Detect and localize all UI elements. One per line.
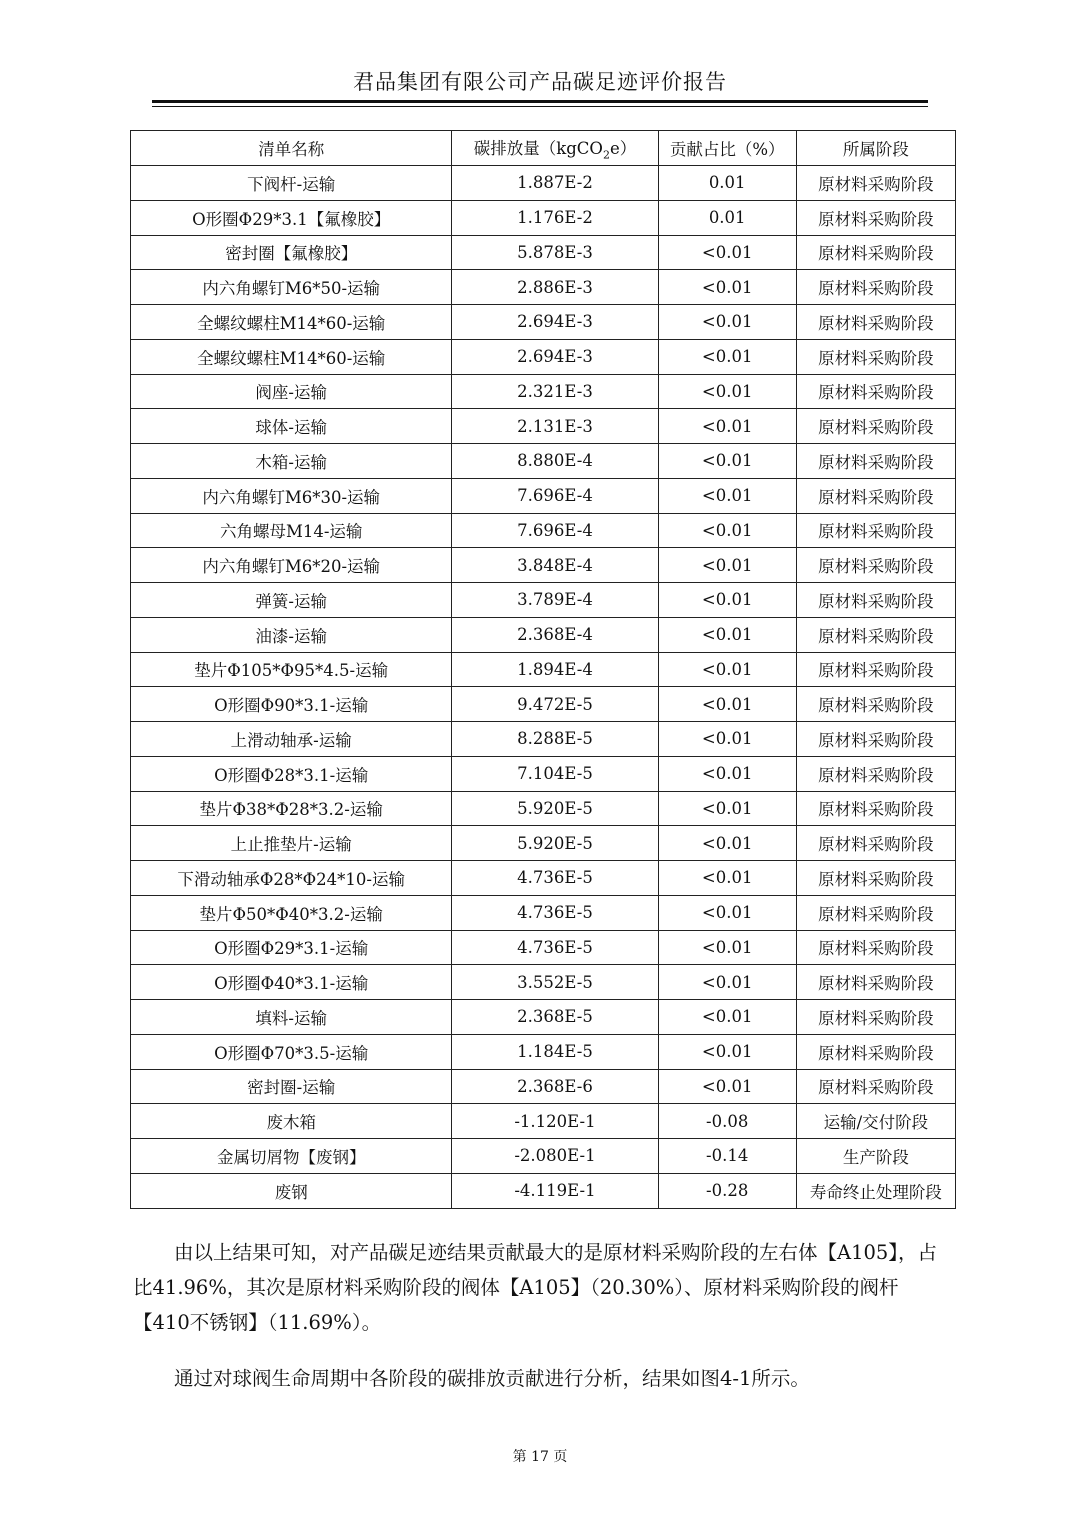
- cell-stage: 原材料采购阶段: [796, 965, 955, 1000]
- cell-contribution-pct: <0.01: [658, 1034, 796, 1069]
- analysis-intro-paragraph: [133, 1361, 955, 1396]
- table-row: [131, 200, 956, 235]
- table-row: [131, 339, 956, 374]
- cell-stage: 原材料采购阶段: [796, 895, 955, 930]
- cell-carbon-emission: 7.104E-5: [452, 756, 658, 791]
- header-carbon-emission-subscript: 2: [602, 148, 610, 162]
- cell-contribution-pct: <0.01: [658, 965, 796, 1000]
- cell-carbon-emission: 2.886E-3: [452, 270, 658, 305]
- cell-stage: 原材料采购阶段: [796, 861, 955, 896]
- cell-carbon-emission: 4.736E-5: [452, 930, 658, 965]
- cell-contribution-pct: <0.01: [658, 548, 796, 583]
- cell-stage: 生产阶段: [796, 1139, 955, 1174]
- cell-stage: 原材料采购阶段: [796, 930, 955, 965]
- cell-carbon-emission: 5.878E-3: [452, 235, 658, 270]
- table-row: [131, 478, 956, 513]
- cell-contribution-pct: <0.01: [658, 305, 796, 340]
- cell-stage: 原材料采购阶段: [796, 513, 955, 548]
- cell-carbon-emission: 1.176E-2: [452, 200, 658, 235]
- cell-stage: 原材料采购阶段: [796, 1000, 955, 1035]
- cell-contribution-pct: -0.28: [658, 1173, 796, 1208]
- cell-carbon-emission: 2.368E-6: [452, 1069, 658, 1104]
- table-row: [131, 652, 956, 687]
- table-row: [131, 235, 956, 270]
- table-row: [131, 1069, 956, 1104]
- cell-stage: 运输/交付阶段: [796, 1104, 955, 1139]
- table-row: [131, 444, 956, 479]
- cell-contribution-pct: <0.01: [658, 583, 796, 618]
- cell-inventory-name: 垫片Φ38*Φ28*3.2-运输: [131, 791, 452, 826]
- header-carbon-emission-suffix: e）: [609, 138, 637, 158]
- cell-contribution-pct: <0.01: [658, 444, 796, 479]
- cell-carbon-emission: 1.887E-2: [452, 166, 658, 201]
- table-row: [131, 1034, 956, 1069]
- cell-carbon-emission: 2.694E-3: [452, 339, 658, 374]
- cell-carbon-emission: 3.789E-4: [452, 583, 658, 618]
- cell-inventory-name: 内六角螺钉M6*30-运输: [131, 478, 452, 513]
- table-header-row: [131, 131, 956, 166]
- cell-carbon-emission: 7.696E-4: [452, 513, 658, 548]
- cell-inventory-name: 内六角螺钉M6*20-运输: [131, 548, 452, 583]
- cell-inventory-name: 废钢: [131, 1173, 452, 1208]
- cell-contribution-pct: <0.01: [658, 513, 796, 548]
- cell-inventory-name: O形圈Φ29*3.1-运输: [131, 930, 452, 965]
- cell-contribution-pct: <0.01: [658, 722, 796, 757]
- cell-carbon-emission: 3.848E-4: [452, 548, 658, 583]
- header-contribution-pct: 贡献占比（%）: [658, 131, 796, 166]
- cell-inventory-name: 上止推垫片-运输: [131, 826, 452, 861]
- cell-inventory-name: 垫片Φ50*Φ40*3.2-运输: [131, 895, 452, 930]
- cell-contribution-pct: <0.01: [658, 1000, 796, 1035]
- cell-contribution-pct: <0.01: [658, 791, 796, 826]
- cell-carbon-emission: 2.368E-5: [452, 1000, 658, 1035]
- cell-carbon-emission: 4.736E-5: [452, 895, 658, 930]
- cell-stage: 原材料采购阶段: [796, 652, 955, 687]
- cell-carbon-emission: 5.920E-5: [452, 826, 658, 861]
- cell-contribution-pct: <0.01: [658, 756, 796, 791]
- cell-stage: 原材料采购阶段: [796, 548, 955, 583]
- cell-inventory-name: 密封圈-运输: [131, 1069, 452, 1104]
- cell-contribution-pct: <0.01: [658, 652, 796, 687]
- header-carbon-emission-prefix: 碳排放量（kgCO: [473, 138, 603, 158]
- cell-stage: 原材料采购阶段: [796, 166, 955, 201]
- cell-inventory-name: 阀座-运输: [131, 374, 452, 409]
- cell-inventory-name: 废木箱: [131, 1104, 452, 1139]
- cell-carbon-emission: 9.472E-5: [452, 687, 658, 722]
- cell-inventory-name: O形圈Φ29*3.1【氟橡胶】: [131, 200, 452, 235]
- table-row: [131, 722, 956, 757]
- cell-inventory-name: 下阀杆-运输: [131, 166, 452, 201]
- cell-inventory-name: 金属切屑物【废钢】: [131, 1139, 452, 1174]
- table-row: [131, 687, 956, 722]
- table-row: [131, 756, 956, 791]
- header-inventory-name: 清单名称: [131, 131, 452, 166]
- cell-contribution-pct: -0.08: [658, 1104, 796, 1139]
- cell-contribution-pct: <0.01: [658, 270, 796, 305]
- table-row: [131, 548, 956, 583]
- cell-stage: 原材料采购阶段: [796, 756, 955, 791]
- cell-carbon-emission: 3.552E-5: [452, 965, 658, 1000]
- cell-stage: 原材料采购阶段: [796, 235, 955, 270]
- cell-carbon-emission: 2.131E-3: [452, 409, 658, 444]
- table-row: [131, 1173, 956, 1208]
- cell-contribution-pct: <0.01: [658, 339, 796, 374]
- table-row: [131, 617, 956, 652]
- table-row: [131, 791, 956, 826]
- cell-stage: 原材料采购阶段: [796, 722, 955, 757]
- cell-carbon-emission: -1.120E-1: [452, 1104, 658, 1139]
- cell-carbon-emission: -2.080E-1: [452, 1139, 658, 1174]
- table-row: [131, 965, 956, 1000]
- cell-carbon-emission: 7.696E-4: [452, 478, 658, 513]
- cell-carbon-emission: 2.694E-3: [452, 305, 658, 340]
- header-stage: 所属阶段: [796, 131, 955, 166]
- cell-contribution-pct: <0.01: [658, 1069, 796, 1104]
- cell-inventory-name: 木箱-运输: [131, 444, 452, 479]
- cell-inventory-name: 填料-运输: [131, 1000, 452, 1035]
- cell-contribution-pct: <0.01: [658, 895, 796, 930]
- header-rule-thin: [152, 106, 928, 107]
- cell-stage: 原材料采购阶段: [796, 583, 955, 618]
- cell-inventory-name: 内六角螺钉M6*50-运输: [131, 270, 452, 305]
- cell-contribution-pct: <0.01: [658, 861, 796, 896]
- cell-contribution-pct: <0.01: [658, 374, 796, 409]
- cell-stage: 原材料采购阶段: [796, 478, 955, 513]
- header-rule-thick: [152, 100, 928, 103]
- cell-contribution-pct: <0.01: [658, 687, 796, 722]
- cell-contribution-pct: <0.01: [658, 826, 796, 861]
- header-carbon-emission: [452, 131, 658, 166]
- cell-inventory-name: O形圈Φ90*3.1-运输: [131, 687, 452, 722]
- cell-inventory-name: 密封圈【氟橡胶】: [131, 235, 452, 270]
- cell-contribution-pct: -0.14: [658, 1139, 796, 1174]
- cell-inventory-name: 上滑动轴承-运输: [131, 722, 452, 757]
- cell-inventory-name: 全螺纹螺柱M14*60-运输: [131, 339, 452, 374]
- cell-inventory-name: 六角螺母M14-运输: [131, 513, 452, 548]
- cell-inventory-name: O形圈Φ70*3.5-运输: [131, 1034, 452, 1069]
- table-row: [131, 1104, 956, 1139]
- cell-stage: 原材料采购阶段: [796, 200, 955, 235]
- cell-contribution-pct: <0.01: [658, 617, 796, 652]
- cell-carbon-emission: 8.288E-5: [452, 722, 658, 757]
- cell-carbon-emission: 2.321E-3: [452, 374, 658, 409]
- table-row: [131, 409, 956, 444]
- cell-stage: 原材料采购阶段: [796, 791, 955, 826]
- cell-contribution-pct: <0.01: [658, 930, 796, 965]
- table-row: [131, 270, 956, 305]
- report-header-title: 君品集团有限公司产品碳足迹评价报告: [353, 70, 727, 94]
- cell-stage: 原材料采购阶段: [796, 270, 955, 305]
- cell-inventory-name: 全螺纹螺柱M14*60-运输: [131, 305, 452, 340]
- table-row: [131, 513, 956, 548]
- cell-inventory-name: 下滑动轴承Φ28*Φ24*10-运输: [131, 861, 452, 896]
- cell-carbon-emission: 2.368E-4: [452, 617, 658, 652]
- cell-contribution-pct: <0.01: [658, 235, 796, 270]
- cell-contribution-pct: <0.01: [658, 409, 796, 444]
- cell-carbon-emission: -4.119E-1: [452, 1173, 658, 1208]
- cell-stage: 寿命终止处理阶段: [796, 1173, 955, 1208]
- table-row: [131, 895, 956, 930]
- analysis-intro-paragraph-text: 通过对球阀生命周期中各阶段的碳排放贡献进行分析，结果如图4-1所示。: [174, 1367, 810, 1390]
- cell-stage: 原材料采购阶段: [796, 374, 955, 409]
- page-number: 第 17 页: [512, 1449, 568, 1465]
- table-row: [131, 930, 956, 965]
- cell-stage: 原材料采购阶段: [796, 409, 955, 444]
- cell-carbon-emission: 4.736E-5: [452, 861, 658, 896]
- cell-stage: 原材料采购阶段: [796, 339, 955, 374]
- cell-stage: 原材料采购阶段: [796, 1034, 955, 1069]
- cell-contribution-pct: <0.01: [658, 478, 796, 513]
- cell-carbon-emission: 5.920E-5: [452, 791, 658, 826]
- cell-contribution-pct: 0.01: [658, 166, 796, 201]
- cell-carbon-emission: 1.184E-5: [452, 1034, 658, 1069]
- cell-carbon-emission: 1.894E-4: [452, 652, 658, 687]
- table-row: [131, 166, 956, 201]
- cell-inventory-name: 弹簧-运输: [131, 583, 452, 618]
- cell-stage: 原材料采购阶段: [796, 687, 955, 722]
- cell-stage: 原材料采购阶段: [796, 617, 955, 652]
- cell-inventory-name: 油漆-运输: [131, 617, 452, 652]
- cell-stage: 原材料采购阶段: [796, 826, 955, 861]
- cell-inventory-name: O形圈Φ40*3.1-运输: [131, 965, 452, 1000]
- table-row: [131, 1000, 956, 1035]
- cell-carbon-emission: 8.880E-4: [452, 444, 658, 479]
- conclusion-paragraph: [133, 1235, 955, 1340]
- table-row: [131, 826, 956, 861]
- cell-stage: 原材料采购阶段: [796, 444, 955, 479]
- table-row: [131, 583, 956, 618]
- cell-stage: 原材料采购阶段: [796, 305, 955, 340]
- table-body: [131, 166, 956, 1209]
- table-row: [131, 1139, 956, 1174]
- cell-contribution-pct: 0.01: [658, 200, 796, 235]
- cell-stage: 原材料采购阶段: [796, 1069, 955, 1104]
- cell-inventory-name: O形圈Φ28*3.1-运输: [131, 756, 452, 791]
- conclusion-paragraph-text: 由以上结果可知，对产品碳足迹结果贡献最大的是原材料采购阶段的左右体【A105】，占比41.96%，其次是原材料采购阶段的阀体【A105】（20.30%）、原材料采购阶段的阀杆【410不锈钢】（11.69%）。: [133, 1241, 938, 1334]
- table-row: [131, 861, 956, 896]
- table-row: [131, 305, 956, 340]
- emission-inventory-table: [130, 130, 956, 1209]
- cell-inventory-name: 垫片Φ105*Φ95*4.5-运输: [131, 652, 452, 687]
- table-row: [131, 374, 956, 409]
- cell-inventory-name: 球体-运输: [131, 409, 452, 444]
